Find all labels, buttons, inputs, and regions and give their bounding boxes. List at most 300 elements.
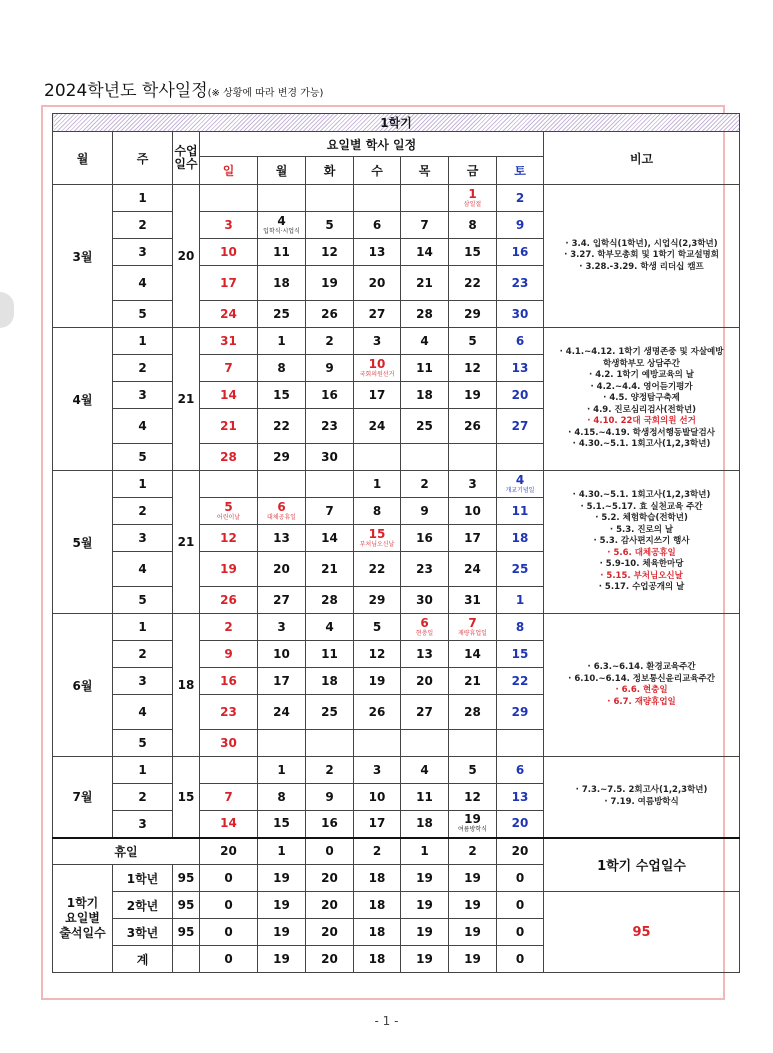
- date-number: 2: [325, 762, 334, 777]
- date-cell: [258, 328, 306, 355]
- holiday-count: 20: [497, 838, 544, 865]
- date-number: 24: [464, 561, 481, 576]
- date-number: 11: [416, 360, 433, 375]
- date-number: 13: [511, 789, 529, 804]
- date-cell: [200, 552, 258, 587]
- date-cell: [401, 301, 449, 328]
- header-row: [53, 132, 740, 157]
- date-cell: [497, 239, 544, 266]
- header-schedule: 요일별 학사 일정: [200, 132, 544, 157]
- date-cell: [497, 266, 544, 301]
- date-number: 30: [321, 449, 338, 464]
- date-number: 5: [325, 217, 334, 232]
- date-cell: [200, 266, 258, 301]
- remark-line: · 5.3. 진로의 날: [609, 524, 674, 535]
- dow-3: 수: [354, 157, 401, 185]
- date-cell: [354, 498, 401, 525]
- date-number: 20: [416, 673, 433, 688]
- date-number: 4: [277, 213, 286, 228]
- date-cell: [354, 730, 401, 757]
- date-number: 1: [468, 186, 477, 201]
- attendance-count: 18: [354, 946, 401, 973]
- date-cell: [200, 239, 258, 266]
- date-number: 12: [368, 646, 386, 661]
- week-number: 2: [113, 355, 173, 382]
- date-cell: [354, 757, 401, 784]
- date-cell: [258, 355, 306, 382]
- date-cell: [258, 614, 306, 641]
- attendance-count: 19: [401, 946, 449, 973]
- date-event-label: 어린이날: [216, 513, 241, 521]
- date-event-label: 여름방학식: [458, 826, 487, 834]
- date-cell: [306, 444, 354, 471]
- date-cell: [258, 444, 306, 471]
- date-cell: [306, 641, 354, 668]
- date-cell: [200, 212, 258, 239]
- date-number: 6: [420, 615, 429, 630]
- date-cell: [306, 471, 354, 498]
- week-number: 5: [113, 587, 173, 614]
- date-cell: [449, 784, 497, 811]
- date-cell: [401, 239, 449, 266]
- date-number: 8: [468, 217, 477, 232]
- attendance-count: 0: [200, 946, 258, 973]
- remark-line: · 6.6. 현충일: [615, 685, 668, 695]
- date-number: 11: [511, 503, 529, 518]
- date-cell: [258, 811, 306, 838]
- date-number: 20: [368, 275, 386, 290]
- week-number: 2: [113, 212, 173, 239]
- week-number: 4: [113, 695, 173, 730]
- date-cell: [258, 668, 306, 695]
- date-cell: [258, 641, 306, 668]
- week-number: 4: [113, 409, 173, 444]
- date-cell: [449, 614, 497, 641]
- date-number: 23: [416, 561, 433, 576]
- date-cell: [258, 301, 306, 328]
- date-cell: [306, 811, 354, 838]
- date-cell: [497, 641, 544, 668]
- date-number: 6: [277, 499, 286, 514]
- date-number: 18: [416, 816, 433, 831]
- remark-line: · 4.2.~4.4. 영어듣기평가: [590, 381, 693, 392]
- date-number: 19: [220, 561, 237, 576]
- academic-calendar-table: [52, 113, 740, 973]
- summary-label: 1학기 수업일수: [544, 838, 740, 892]
- remark-line: · 6.7. 재량휴업일: [607, 696, 676, 707]
- date-number: 3: [372, 762, 382, 777]
- date-cell: [200, 730, 258, 757]
- date-cell: [354, 587, 401, 614]
- date-number: 26: [368, 704, 386, 719]
- date-number: 11: [273, 244, 290, 259]
- date-number: 11: [321, 646, 338, 661]
- date-cell: [401, 212, 449, 239]
- date-cell: [449, 730, 497, 757]
- date-number: 22: [511, 673, 529, 688]
- date-number: 13: [273, 530, 290, 545]
- date-cell: [354, 239, 401, 266]
- date-number: 20: [511, 387, 529, 402]
- date-cell: [306, 498, 354, 525]
- date-number: 2: [325, 333, 334, 348]
- date-cell: [200, 409, 258, 444]
- class-days-count: 20: [173, 185, 200, 328]
- week-number: 5: [113, 301, 173, 328]
- date-number: 18: [273, 275, 290, 290]
- remark-line: · 6.10.~6.14. 정보통신윤리교육주간: [568, 673, 715, 684]
- date-number: 8: [515, 619, 525, 634]
- date-number: 8: [372, 503, 382, 518]
- date-number: 29: [273, 449, 290, 464]
- semester-row: [53, 114, 740, 132]
- attendance-label: 1학기 요일별 출석일수: [53, 865, 113, 973]
- date-cell: [449, 212, 497, 239]
- date-number: 15: [511, 646, 529, 661]
- date-number: 28: [220, 449, 237, 464]
- date-cell: [306, 695, 354, 730]
- date-cell: [258, 471, 306, 498]
- date-cell: [497, 811, 544, 838]
- week-row: [53, 757, 740, 784]
- holiday-count: 0: [306, 838, 354, 865]
- date-cell: [449, 444, 497, 471]
- date-number: 24: [368, 418, 386, 433]
- date-number: 15: [368, 526, 386, 541]
- date-cell: [258, 757, 306, 784]
- date-cell: [449, 811, 497, 838]
- date-cell: [306, 185, 354, 212]
- date-cell: [306, 614, 354, 641]
- date-cell: [200, 587, 258, 614]
- semester-label: 1학기: [53, 114, 740, 132]
- date-number: 22: [273, 418, 290, 433]
- date-cell: [200, 811, 258, 838]
- date-number: 12: [464, 360, 481, 375]
- dow-4: 목: [401, 157, 449, 185]
- remark-line: · 5.17. 수업공개의 날: [598, 582, 685, 593]
- title-text: 2024학년도 학사일정: [44, 81, 208, 101]
- date-number: 30: [220, 735, 237, 750]
- holiday-count: 2: [354, 838, 401, 865]
- date-cell: [449, 328, 497, 355]
- title-note: (※ 상황에 따라 변경 가능): [207, 88, 324, 99]
- date-cell: [258, 266, 306, 301]
- date-number: 27: [416, 704, 433, 719]
- date-cell: [449, 382, 497, 409]
- date-cell: [354, 444, 401, 471]
- date-cell: [306, 239, 354, 266]
- date-number: 31: [220, 333, 237, 348]
- month-cell: 4월: [53, 328, 113, 471]
- remark-line: · 4.15.~4.19. 학생정서행동발달검사: [568, 427, 715, 438]
- side-scroll-handle[interactable]: [0, 292, 14, 328]
- date-cell: [497, 668, 544, 695]
- date-cell: [497, 301, 544, 328]
- attendance-count: 20: [306, 919, 354, 946]
- date-number: 13: [416, 646, 433, 661]
- date-number: 14: [321, 530, 338, 545]
- date-number: 23: [321, 418, 338, 433]
- date-cell: [449, 355, 497, 382]
- date-number: 2: [224, 619, 233, 634]
- date-number: 17: [368, 816, 386, 831]
- date-cell: [401, 382, 449, 409]
- date-cell: [401, 730, 449, 757]
- attendance-count: 0: [200, 865, 258, 892]
- date-cell: [449, 471, 497, 498]
- date-number: 29: [368, 592, 386, 607]
- attendance-count: 18: [354, 892, 401, 919]
- month-cell: 7월: [53, 757, 113, 838]
- date-cell: [401, 525, 449, 552]
- date-number: 3: [372, 333, 382, 348]
- date-number: 16: [220, 673, 237, 688]
- grade-total: 95: [173, 892, 200, 919]
- date-number: 15: [464, 244, 481, 259]
- remark-line: · 4.30.~5.1. 1회고사(1,2,3학년): [572, 490, 711, 501]
- date-number: 10: [220, 244, 237, 259]
- date-cell: [497, 409, 544, 444]
- attendance-count: 19: [449, 919, 497, 946]
- date-number: 25: [273, 306, 290, 321]
- date-cell: [401, 471, 449, 498]
- date-number: 10: [368, 789, 386, 804]
- dow-0: 일: [200, 157, 258, 185]
- date-cell: [306, 212, 354, 239]
- date-cell: [401, 757, 449, 784]
- date-cell: [200, 614, 258, 641]
- week-row: [53, 614, 740, 641]
- date-event-label: 개교기념일: [505, 486, 535, 494]
- week-number: 1: [113, 328, 173, 355]
- date-number: 5: [372, 619, 382, 634]
- date-cell: [497, 784, 544, 811]
- date-number: 7: [224, 360, 233, 375]
- week-number: 1: [113, 471, 173, 498]
- remark-line: · 6.3.~6.14. 환경교육주간: [587, 662, 696, 672]
- remark-line: · 5.9-10. 체육한마당: [599, 559, 684, 570]
- date-number: 11: [416, 789, 433, 804]
- date-number: 12: [220, 530, 237, 545]
- date-cell: [401, 444, 449, 471]
- attendance-count: 20: [306, 946, 354, 973]
- date-cell: [306, 355, 354, 382]
- date-cell: [449, 757, 497, 784]
- date-cell: [200, 328, 258, 355]
- date-cell: [258, 382, 306, 409]
- header-week: 주: [113, 132, 173, 185]
- date-cell: [306, 784, 354, 811]
- date-number: 27: [511, 418, 529, 433]
- date-number: 2: [420, 476, 429, 491]
- remark-line: · 7.3.~7.5. 2회고사(1,2,3학년): [575, 785, 708, 796]
- date-number: 6: [515, 762, 525, 777]
- date-cell: [497, 757, 544, 784]
- date-cell: [449, 587, 497, 614]
- date-cell: [497, 695, 544, 730]
- remark-line: · 4.30.~5.1. 1회고사(1,2,3학년): [572, 439, 711, 450]
- date-cell: [401, 328, 449, 355]
- date-number: 28: [416, 306, 433, 321]
- date-number: 18: [511, 530, 529, 545]
- date-event-label: 국회의원선거: [359, 370, 395, 378]
- date-cell: [200, 668, 258, 695]
- summary-value: 95: [544, 892, 740, 973]
- date-cell: [497, 212, 544, 239]
- date-cell: [306, 328, 354, 355]
- remark-line: · 5.6. 대체공휴일: [607, 547, 676, 558]
- date-number: 21: [220, 418, 237, 433]
- remarks-cell: [544, 185, 740, 328]
- date-number: 23: [220, 704, 237, 719]
- date-event-label: 입학식·시업식: [263, 227, 300, 235]
- remark-line: · 5.2. 체험학습(전학년): [595, 513, 688, 524]
- week-number: 2: [113, 498, 173, 525]
- date-cell: [401, 811, 449, 838]
- date-cell: [200, 695, 258, 730]
- date-number: 15: [273, 387, 290, 402]
- date-cell: [258, 525, 306, 552]
- remark-line: · 7.19. 여름방학식: [604, 796, 679, 807]
- date-cell: [354, 409, 401, 444]
- date-number: 14: [464, 646, 481, 661]
- holiday-count: 1: [401, 838, 449, 865]
- week-number: 5: [113, 444, 173, 471]
- week-number: 1: [113, 757, 173, 784]
- date-cell: [401, 409, 449, 444]
- date-number: 7: [468, 615, 477, 630]
- date-cell: [306, 730, 354, 757]
- date-cell: [401, 355, 449, 382]
- remark-line: · 5.15. 부처님오신날: [600, 570, 683, 581]
- date-cell: [354, 471, 401, 498]
- date-cell: [449, 185, 497, 212]
- date-cell: [258, 409, 306, 444]
- date-cell: [497, 587, 544, 614]
- remarks-cell: [544, 757, 740, 838]
- date-number: 6: [372, 217, 382, 232]
- date-cell: [200, 498, 258, 525]
- date-cell: [497, 471, 544, 498]
- date-cell: [449, 409, 497, 444]
- date-number: 22: [368, 561, 386, 576]
- date-cell: [258, 695, 306, 730]
- date-cell: [200, 757, 258, 784]
- date-cell: [200, 444, 258, 471]
- date-cell: [354, 552, 401, 587]
- date-cell: [354, 614, 401, 641]
- date-number: 4: [420, 333, 429, 348]
- remark-line: · 5.3. 감사편지쓰기 행사: [593, 536, 690, 547]
- date-number: 3: [277, 619, 286, 634]
- holiday-row: [53, 838, 740, 865]
- grade-label: 계: [113, 946, 173, 973]
- date-cell: [401, 695, 449, 730]
- date-cell: [258, 239, 306, 266]
- date-number: 31: [464, 592, 481, 607]
- date-number: 9: [224, 646, 233, 661]
- attendance-count: 20: [306, 892, 354, 919]
- week-number: 3: [113, 239, 173, 266]
- date-cell: [401, 784, 449, 811]
- date-cell: [200, 185, 258, 212]
- date-cell: [449, 525, 497, 552]
- date-number: 18: [321, 673, 338, 688]
- date-cell: [258, 212, 306, 239]
- date-number: 7: [420, 217, 429, 232]
- date-number: 5: [468, 333, 477, 348]
- date-number: 19: [464, 387, 481, 402]
- date-number: 10: [273, 646, 290, 661]
- date-number: 16: [321, 816, 338, 831]
- date-number: 20: [511, 816, 529, 831]
- attendance-count: 19: [401, 892, 449, 919]
- remarks-cell: [544, 614, 740, 757]
- date-cell: [200, 471, 258, 498]
- attendance-count: 18: [354, 865, 401, 892]
- date-cell: [354, 355, 401, 382]
- attendance-count: 19: [449, 892, 497, 919]
- attendance-count: 0: [497, 865, 544, 892]
- date-cell: [306, 409, 354, 444]
- date-cell: [306, 668, 354, 695]
- attendance-count: 20: [306, 865, 354, 892]
- date-number: 14: [220, 387, 237, 402]
- date-cell: [401, 614, 449, 641]
- week-number: 5: [113, 730, 173, 757]
- date-number: 29: [511, 704, 529, 719]
- date-cell: [306, 525, 354, 552]
- date-number: 19: [321, 275, 338, 290]
- grade-total: [173, 946, 200, 973]
- date-number: 21: [321, 561, 338, 576]
- date-number: 16: [321, 387, 338, 402]
- date-cell: [497, 355, 544, 382]
- date-cell: [258, 784, 306, 811]
- date-cell: [401, 266, 449, 301]
- date-cell: [258, 730, 306, 757]
- date-cell: [354, 525, 401, 552]
- date-cell: [306, 587, 354, 614]
- date-number: 20: [273, 561, 290, 576]
- date-number: 16: [511, 244, 529, 259]
- date-cell: [354, 328, 401, 355]
- date-number: 18: [416, 387, 433, 402]
- date-number: 25: [321, 704, 338, 719]
- date-number: 13: [511, 360, 529, 375]
- holiday-count: 2: [449, 838, 497, 865]
- date-number: 9: [325, 360, 334, 375]
- remark-line: · 4.2. 1학기 예방교육의 날: [589, 370, 695, 381]
- date-cell: [401, 587, 449, 614]
- date-cell: [354, 641, 401, 668]
- date-cell: [306, 301, 354, 328]
- attendance-count: 19: [258, 946, 306, 973]
- attendance-count: 19: [258, 865, 306, 892]
- date-number: 2: [515, 190, 525, 205]
- attendance-count: 0: [497, 892, 544, 919]
- date-cell: [306, 266, 354, 301]
- date-cell: [401, 185, 449, 212]
- date-cell: [497, 185, 544, 212]
- date-cell: [449, 498, 497, 525]
- date-number: 9: [325, 789, 334, 804]
- week-row: [53, 471, 740, 498]
- dow-5: 금: [449, 157, 497, 185]
- date-cell: [449, 552, 497, 587]
- page-title: [44, 76, 323, 101]
